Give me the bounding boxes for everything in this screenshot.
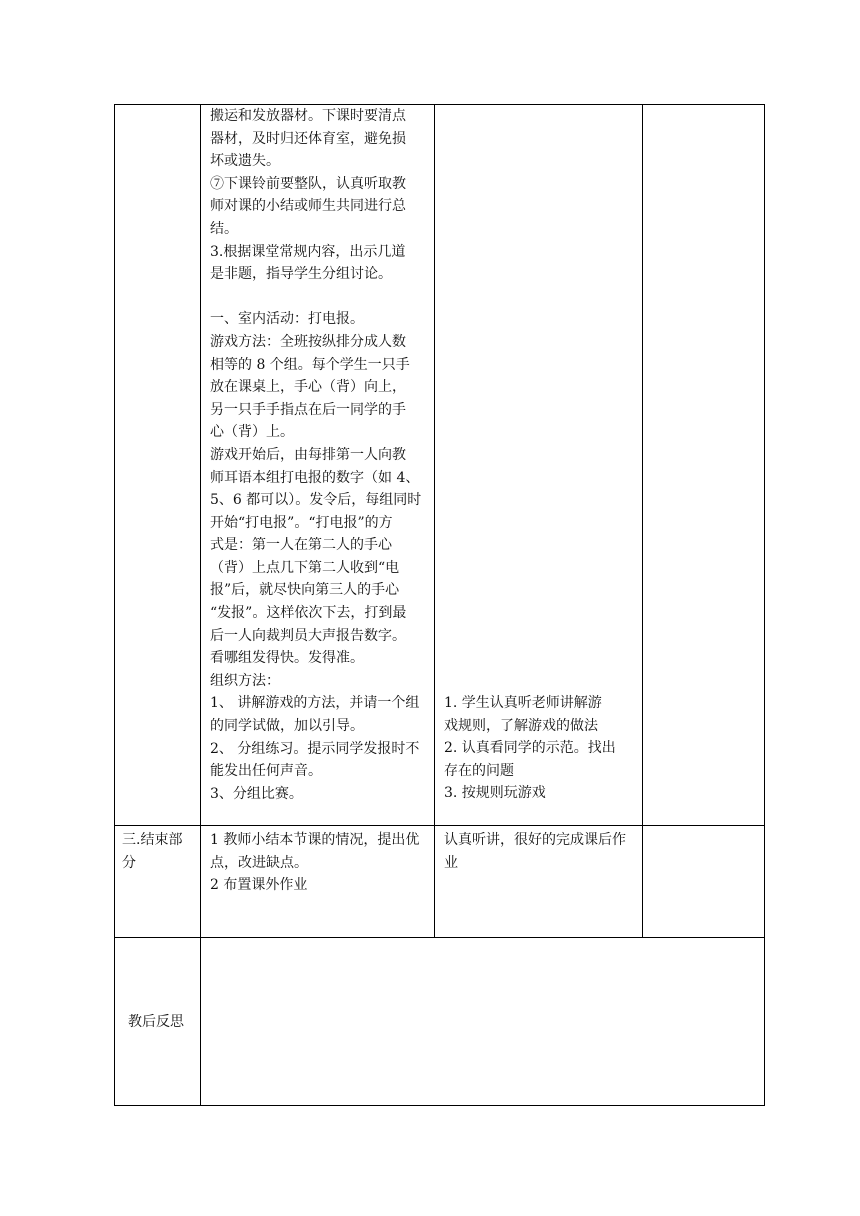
- text-line: 2、 分组练习。提示同学发报时不: [210, 740, 420, 757]
- table-border-bottom: [114, 1105, 765, 1106]
- text-line: 1 教师小结本节课的情况，提出优: [210, 832, 420, 848]
- text-line: 器材，及时归还体育室，避免损: [210, 130, 406, 147]
- text-line: 3、分组比赛。: [210, 785, 303, 802]
- text-line: 放在课桌上，手心（背）向上，: [210, 379, 406, 396]
- closing-content-cell: [210, 829, 432, 897]
- text-line: 3. 按规则玩游戏: [444, 785, 546, 802]
- section-title-cell: [122, 829, 198, 874]
- text-line: 3.根据课堂常规内容，出示几道: [210, 243, 406, 260]
- text-line: 点，改进缺点。: [210, 854, 308, 871]
- text-line: [210, 286, 432, 309]
- text-line: 5、6 都可以）。发令后，每组同时: [210, 492, 422, 509]
- text-line: 另一只手手指点在后一同学的手: [210, 401, 406, 418]
- table-border-right: [764, 104, 765, 1106]
- row-divider-1: [114, 825, 765, 826]
- text-line: 的同学试做，加以引导。: [210, 718, 364, 735]
- text-line: 是非题，指导学生分组讨论。: [210, 266, 392, 283]
- text-line: 2 布置课外作业: [210, 877, 308, 894]
- text-line: 式是：第一人在第二人的手心: [210, 537, 392, 554]
- col-divider-1: [200, 104, 201, 1106]
- text-line: “发报”。这样依次下去，打到最: [210, 605, 407, 622]
- text-line: 心（背）上。: [210, 424, 294, 441]
- text-line: 1、 讲解游戏的方法，并请一个组: [210, 695, 420, 712]
- text-line: 搬运和发放器材。下课时要清点: [210, 108, 406, 124]
- text-line: 看哪组发得快。发得准。: [210, 650, 364, 667]
- col-divider-3: [642, 104, 643, 938]
- text-line: ⑦下课铃前要整队，认真听取教: [210, 175, 406, 192]
- col-divider-2: [434, 104, 435, 938]
- reflection-label: 教后反思: [128, 1014, 184, 1030]
- text-line: 师对课的小结或师生共同进行总: [210, 198, 406, 215]
- text-line: 报”后，就尽快向第三人的手心: [210, 582, 400, 599]
- text-line: 组织方法：: [210, 672, 280, 689]
- row-divider-2: [114, 937, 765, 938]
- text-line: 存在的问题: [444, 762, 514, 779]
- text-line: （背）上点几下第二人收到“电: [210, 559, 400, 576]
- table-border-left: [114, 104, 115, 1106]
- text-line: 游戏开始后，由每排第一人向教: [210, 446, 406, 463]
- text-line: 业: [444, 854, 458, 871]
- text-line: 分: [122, 854, 136, 871]
- text-line: 能发出任何声音。: [210, 763, 322, 780]
- text-line: 后一人向裁判员大声报告数字。: [210, 627, 406, 644]
- text-line: 坏或遗失。: [210, 153, 280, 170]
- text-line: 2. 认真看同学的示范。找出: [444, 740, 616, 757]
- text-line: 1. 学生认真听老师讲解游: [444, 695, 602, 711]
- text-line: 结。: [210, 220, 238, 237]
- text-line: 游戏方法：全班按纵排分成人数: [210, 333, 406, 350]
- closing-activity-cell: [444, 829, 640, 874]
- reflection-content-cell: [210, 945, 760, 1095]
- text-line: 师耳语本组打电报的数字（如 4、: [210, 469, 420, 486]
- text-line: 认真听讲，很好的完成课后作: [444, 832, 626, 848]
- text-line: 三.结束部: [122, 832, 183, 848]
- text-line: 开始“打电报”。“打电报”的方: [210, 514, 393, 531]
- text-line: 相等的 8 个组。每个学生一只手: [210, 356, 410, 373]
- text-line: 一、室内活动：打电报。: [210, 311, 364, 328]
- text-line: 戏规则，了解游戏的做法: [444, 717, 598, 734]
- teaching-content-cell: [210, 105, 432, 805]
- student-activity-cell: [444, 692, 640, 805]
